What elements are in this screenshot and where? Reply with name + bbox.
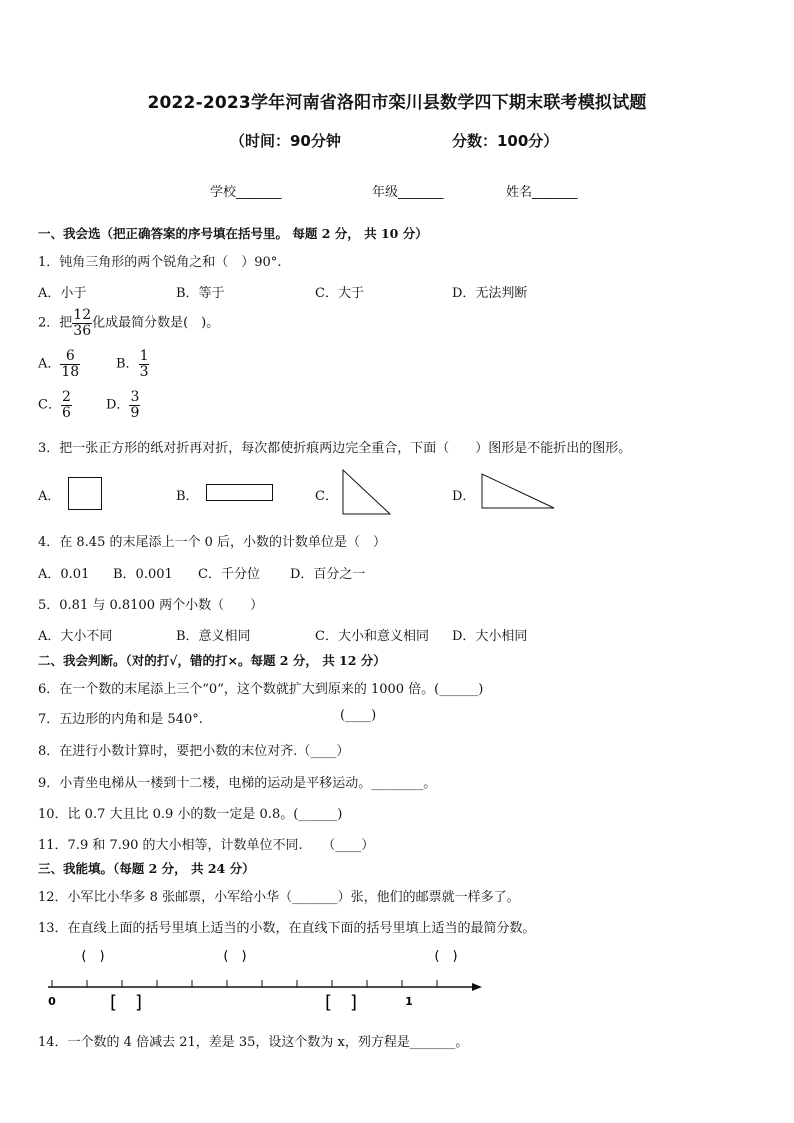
grade-field[interactable]: 年级_______ <box>372 185 444 200</box>
q2-option-d-den: 9 <box>130 404 140 421</box>
q2-prefix: 2．把 <box>38 315 73 331</box>
number-line-label-1: 1 <box>405 995 413 1008</box>
question-7: 7．五边形的内角和是 540°. <box>38 712 203 727</box>
q2-option-d-num: 3 <box>130 389 140 405</box>
q3-option-c[interactable]: C． <box>315 489 338 504</box>
q3-option-d[interactable]: D． <box>452 489 476 504</box>
question-14: 14．一个数的 4 倍减去 21，差是 35，设这个数为 x，列方程是_______。 <box>38 1035 469 1050</box>
number-line-arrow <box>472 983 482 991</box>
q2-option-b[interactable] <box>116 349 149 379</box>
q4-option-c[interactable]: C．千分位 <box>198 567 260 582</box>
q2-option-c[interactable] <box>38 390 72 420</box>
q4-option-b[interactable]: B．0.001 <box>113 567 173 582</box>
q3-option-a[interactable]: A． <box>38 489 61 504</box>
q3-option-b[interactable]: B． <box>176 489 199 504</box>
q2-option-b-den: 3 <box>139 363 149 380</box>
section-3-heading: 三、我能填。（每题 2 分， 共 24 分） <box>38 861 255 876</box>
q3-wide-triangle-shape <box>480 472 556 510</box>
top-bracket-1[interactable]: ( ) <box>81 949 105 964</box>
section-1-heading: 一、我会选（把正确答案的序号填在括号里。 每题 2 分， 共 10 分） <box>38 226 428 241</box>
q1-option-d[interactable]: D．无法判断 <box>452 286 528 301</box>
q2-option-b-fraction <box>139 349 150 379</box>
exam-score: 分数：100分） <box>452 132 559 150</box>
top-bracket-2[interactable]: ( ) <box>223 949 247 964</box>
bottom-bracket-2[interactable]: [ ] <box>324 992 358 1013</box>
q3-square-shape <box>68 477 102 510</box>
q2-option-b-num: 1 <box>139 348 149 364</box>
q1-option-c[interactable]: C．大于 <box>315 286 364 301</box>
q1-option-b[interactable]: B．等于 <box>176 286 225 301</box>
section-2-heading: 二、我会判断。（对的打√，错的打×。每题 2 分， 共 12 分） <box>38 653 386 668</box>
q2-option-c-fraction <box>61 390 72 420</box>
q5-option-a[interactable]: A．大小不同 <box>38 629 113 644</box>
q3-rectangle-shape <box>206 484 273 501</box>
question-9: 9．小青坐电梯从一楼到十二楼，电梯的运动是平移运动。________。 <box>38 776 437 791</box>
q2-option-a-den: 18 <box>61 363 80 380</box>
q4-option-a[interactable]: A．0.01 <box>38 567 90 582</box>
q3-tall-triangle-shape <box>340 468 392 516</box>
q13-number-line <box>36 940 488 1018</box>
q2-option-d-fraction <box>129 390 140 420</box>
top-bracket-3[interactable]: ( ) <box>434 949 458 964</box>
q2-option-c-label: C． <box>38 397 61 413</box>
q2-option-a-num: 6 <box>60 349 80 365</box>
q2-option-d-label: D． <box>106 397 130 413</box>
question-13: 13．在直线上面的括号里填上适当的小数，在直线下面的括号里填上适当的最简分数。 <box>38 921 536 936</box>
q2-option-c-den: 6 <box>61 404 71 421</box>
school-field[interactable]: 学校_______ <box>210 185 282 200</box>
q5-option-c[interactable]: C．大小和意义相同 <box>315 629 429 644</box>
question-8: 8．在进行小数计算时，要把小数的末位对齐.（____） <box>38 744 350 759</box>
number-line-label-0: 0 <box>48 995 56 1008</box>
question-10: 10．比 0.7 大且比 0.9 小的数一定是 0.8。(______) <box>38 807 343 822</box>
q1-option-a[interactable]: A．小于 <box>38 286 87 301</box>
q5-option-d[interactable]: D．大小相同 <box>452 629 528 644</box>
question-3: 3．把一张正方形的纸对折再对折，每次都使折痕两边完全重合，下面（ ）图形是不能折出的图形。 <box>38 441 632 456</box>
question-6: 6．在一个数的末尾添上三个“0”，这个数就扩大到原来的 1000 倍。(______) <box>38 682 484 697</box>
number-line-ticks <box>52 980 437 987</box>
question-1: 1．钝角三角形的两个锐角之和（ ）90°. <box>38 255 282 270</box>
q4-option-d[interactable]: D．百分之一 <box>290 567 366 582</box>
q2-suffix: 化成最简分数是( )。 <box>92 315 220 331</box>
question-2 <box>38 308 219 338</box>
question-4: 4．在 8.45 的末尾添上一个 0 后，小数的计数单位是（ ） <box>38 535 387 550</box>
exam-time: （时间：90分钟 <box>230 132 341 150</box>
q2-fraction-den: 36 <box>73 322 92 339</box>
q2-option-d[interactable] <box>106 390 140 420</box>
q2-option-a-fraction <box>60 349 80 379</box>
q2-fraction-num: 12 <box>73 307 92 323</box>
q2-option-c-num: 2 <box>61 389 71 405</box>
q5-option-b[interactable]: B．意义相同 <box>176 629 251 644</box>
q2-option-b-label: B． <box>116 356 139 372</box>
question-11: 11．7.9 和 7.90 的大小相等，计数单位不同. （____） <box>38 838 375 853</box>
q2-option-a-label: A． <box>38 356 61 372</box>
question-12: 12．小军比小华多 8 张邮票，小军给小华（_______）张，他们的邮票就一样多了。 <box>38 890 520 905</box>
q7-answer-blank[interactable]: (____) <box>340 708 377 723</box>
q2-fraction <box>72 308 92 338</box>
name-field[interactable]: 姓名_______ <box>506 185 578 200</box>
page-title: 2022-2023学年河南省洛阳市栾川县数学四下期末联考模拟试题 <box>147 93 647 113</box>
q2-option-a[interactable] <box>38 349 80 379</box>
question-5: 5．0.81 与 0.8100 两个小数（ ） <box>38 598 264 613</box>
bottom-bracket-1[interactable]: [ ] <box>109 992 143 1013</box>
